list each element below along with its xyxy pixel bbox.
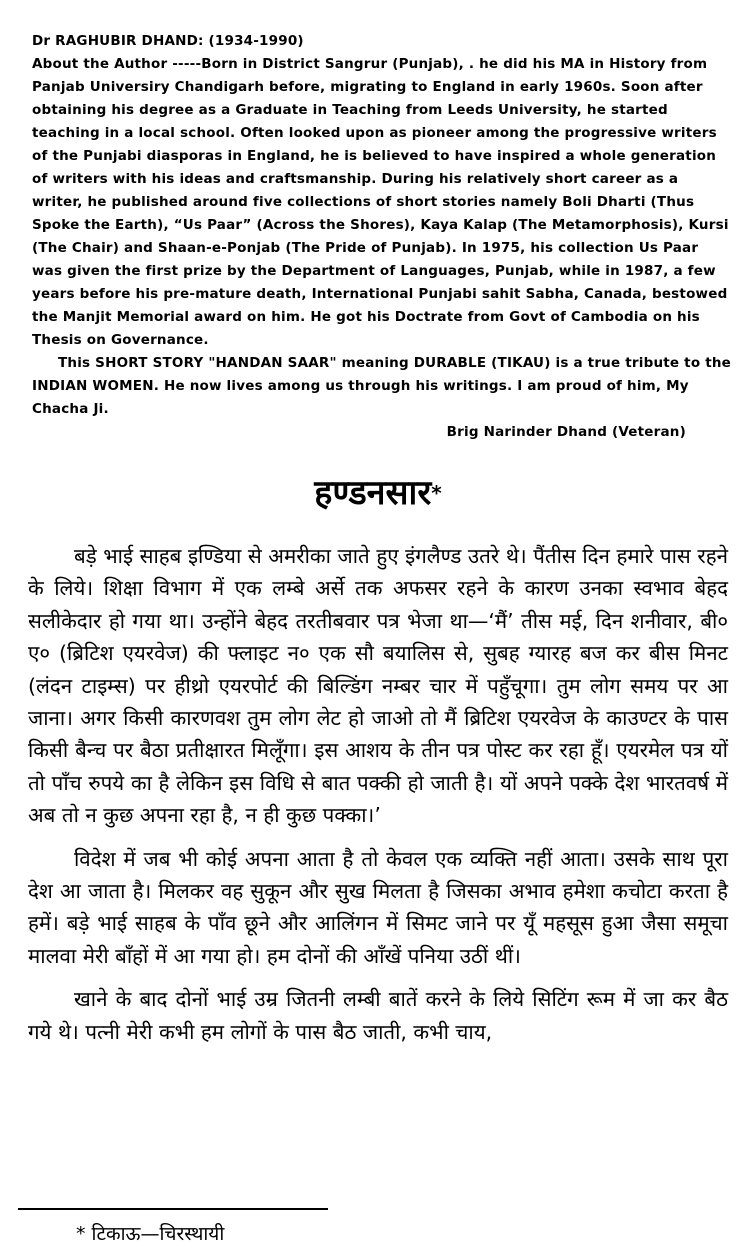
story-body	[28, 540, 728, 1059]
story-paragraph: खाने के बाद दोनों भाई उम्र जितनी लम्बी बातें करने के लिये सिटिंग रूम में जा कर बैठ गये थे। पत्नी मेरी कभी हम लोगों के पास बैठ जाती, कभी चाय,	[28, 987, 728, 1044]
story-title-text: हण्डनसार	[314, 473, 432, 513]
footnote: * टिकाऊ—चिरस्थायी	[76, 1223, 225, 1245]
author-bio-paragraph: About the Author -----Born in District Sangrur (Punjab), . he did his MA in History from Panjab Universiry Chandigarh before, migrating to England in early 1960s. Soon after obtaining his degree as a Graduate in Teaching from Leeds University, he started teaching in a local school. Often looked upon as pioneer among the progressive writers of the Punjabi diasporas in England, he is believed to have inspired a whole generation of writers with his ideas and craftsmanship. During his relatively short career as a writer, he published around five collections of short stories namely Boli Dharti (Thus Spoke the Earth), “Us Paar” (Across the Shores), Kaya Kalap (The Metamorphosis), Kursi (The Chair) and Shaan-e-Ponjab (The Pride of Punjab). In 1975, his collection Us Paar was given the first prize by the Department of Languages, Punjab, while in 1987, a few years before his pre-mature death, International Punjabi sahit Sabha, Canada, bestowed the Manjit Memorial award on him. He got his Doctrate from Govt of Cambodia on his Thesis on Governance.	[32, 56, 729, 348]
tribute-paragraph: This SHORT STORY "HANDAN SAAR" meaning DURABLE (TIKAU) is a true tribute to the INDIAN WOMEN. He now lives among us through his writings. I am proud of him, My Chacha Ji.	[32, 355, 732, 417]
signature: Brig Narinder Dhand (Veteran)	[446, 424, 686, 440]
author-intro	[32, 30, 732, 444]
author-heading: Dr RAGHUBIR DHAND: (1934-1990)	[32, 33, 304, 49]
story-paragraph: बड़े भाई साहब इण्डिया से अमरीका जाते हुए इंगलैण्ड उतरे थे। पैंतीस दिन हमारे पास रहने के लिये। शिक्षा विभाग में एक लम्बे अर्से तक अफसर रहने के कारण उनका स्वभाव बेहद सलीकेदार हो गया था। उन्होंने बेहद तरतीबवार पत्र भेजा था—‘मैं’ तीस मई, दिन शनीवार, बी० ए० (ब्रिटिश एयरवेज) की फ्लाइट न० एक सौ बयालिस से, सुबह ग्यारह बज कर बीस मिनट (लंदन टाइम्स) पर हीथ्रो एयरपोर्ट की बिल्डिंग नम्बर चार में पहुँचूगा। तुम लोग समय पर आ जाना। अगर किसी कारणवश तुम लोग लेट हो जाओ तो मैं ब्रिटिश एयरवेज के काउण्टर के पास किसी बैन्च पर बैठा प्रतीक्षारत मिलूँगा। इस आशय के तीन पत्र पोस्ट कर रहा हूँ। एयरमेल पत्र यों तो पाँच रुपये का है लेकिन इस विधि से बात पक्की हो जाती है। यों अपने पक्के देश भारतवर्ष में अब तो न कुछ अपना रहा है, न ही कुछ पक्का।’	[28, 544, 728, 828]
story-title	[0, 470, 756, 516]
story-paragraph: विदेश में जब भी कोई अपना आता है तो केवल एक व्यक्ति नहीं आता। उसके साथ पूरा देश आ जाता है। मिलकर वह सुकून और सुख मिलता है जिसका अभाव हमेशा कचोटा करता है हमें। बड़े भाई साहब के पाँव छूने और आलिंगन में सिमट जाने पर यूँ महसूस हुआ जैसा समूचा मालवा मेरी बाँहों में आ गया हो। हम दोनों की आँखें पनिया उठीं थीं।	[28, 846, 728, 968]
footnote-divider	[18, 1208, 328, 1210]
footnote-marker: *	[431, 481, 442, 505]
